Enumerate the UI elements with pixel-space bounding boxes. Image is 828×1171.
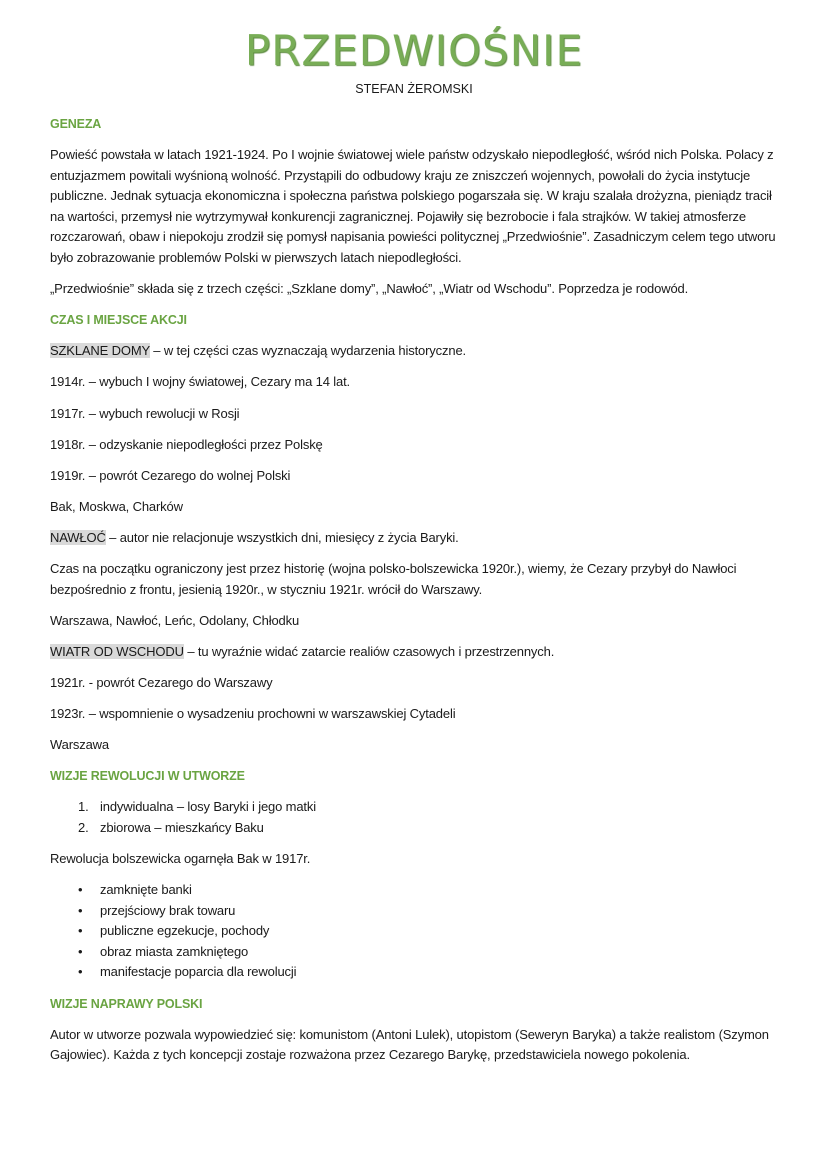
bullet-icon: • (78, 923, 83, 939)
paragraph-text: – autor nie relacjonuje wszystkich dni, miesięcy z życia Baryki. (105, 529, 459, 545)
paragraph: Autor w utworze pozwala wypowiedzieć się: komunistom (Antoni Lulek), utopistom (Seweryn Baryka) a także realistom (Szymon Gajowiec). Każda z tych koncepcji zostaje rozważona przez Cezarego Barykę, przedstawiciela nowego pokolenia. (50, 1026, 769, 1063)
list-item (50, 880, 782, 901)
list-item-text: publiczne egzekucje, pochody (100, 923, 270, 939)
list-item (50, 921, 782, 942)
heading-rewolucja: WIZJE REWOLUCJI W UTWORZE (50, 769, 245, 784)
document-title: PRZEDWIOŚNIE (244, 26, 584, 75)
paragraph: 1918r. – odzyskanie niepodległości przez Polskę (50, 436, 323, 452)
paragraph: 1923r. – wspomnienie o wysadzeniu prochowni w warszawskiej Cytadeli (50, 705, 456, 721)
paragraph: 1919r. – powrót Cezarego do wolnej Polski (50, 467, 291, 483)
paragraph: Czas na początku ograniczony jest przez historię (wojna polsko-bolszewicka 1920r.), wiemy, że Cezary przybył do Nawłoci bezpośrednio z frontu, jesienią 1920r., w styczniu 1921r. wrócił do Warszawy. (50, 561, 737, 597)
paragraph: Warszawa, Nawłoć, Leńc, Odolany, Chłodku (50, 612, 300, 628)
list-number: 2. (78, 819, 89, 835)
list-item (50, 818, 782, 839)
paragraph: Bak, Moskwa, Charków (50, 498, 183, 514)
list-item-text: obraz miasta zamkniętego (100, 943, 249, 959)
list-item-text: zamknięte banki (100, 882, 192, 898)
list-item-text: zbiorowa – mieszkańcy Baku (100, 819, 264, 835)
heading-geneza: GENEZA (50, 117, 102, 131)
highlighted-label: NAWŁOĆ (50, 529, 106, 545)
paragraph: Warszawa (50, 737, 109, 753)
section-nawloc (50, 528, 782, 549)
bullet-icon: • (78, 943, 83, 959)
paragraph: 1921r. - powrót Cezarego do Warszawy (50, 674, 273, 690)
list-item-text: indywidualna – losy Baryki i jego matki (100, 799, 316, 815)
paragraph: 1914r. – wybuch I wojny światowej, Cezary ma 14 lat. (50, 374, 351, 390)
heading-czas: CZAS I MIEJSCE AKCJI (50, 313, 187, 328)
list-number: 1. (78, 799, 89, 815)
bullet-icon: • (78, 882, 83, 898)
list-item (50, 797, 782, 818)
bullet-icon: • (78, 964, 83, 980)
bullet-list (50, 880, 782, 983)
numbered-list (50, 797, 782, 838)
list-item-text: przejściowy brak towaru (100, 902, 236, 918)
list-item-text: manifestacje poparcia dla rewolucji (100, 964, 297, 980)
paragraph: Powieść powstała w latach 1921-1924. Po I wojnie światowej wiele państw odzyskało niepodległość, wśród nich Polska. Polacy z entuzjazmem powitali wyśnioną wolność. Przystąpili do odbudowy kraju ze zniszczeń wojennych, powołali do życia instytucje publiczne. Jednak sytuacja ekonomiczna i społeczna państwa polskiego pogarszała się. W kraju szalała drożyzna, pieniądz tracił na wartości, przemysł nie wytrzymywał konkurencji zagranicznej. Pojawiły się bezrobocie i fala strajków. W takiej atmosferze rozczarowań, obaw i niepokoju zrodził się pomysł napisania powieści politycznej „Przedwiośnie”. Zasadniczym celem tego utworu było zobrazowanie problemów Polski w pierwszych latach niepodległości. (50, 147, 776, 266)
paragraph: „Przedwiośnie” składa się z trzech części: „Szklane domy”, „Nawłoć”, „Wiatr od Wschodu”. Poprzedza je rodowód. (50, 281, 689, 297)
list-item (50, 901, 782, 922)
list-item (50, 962, 782, 983)
highlighted-label: WIATR OD WSCHODU (50, 643, 184, 659)
document-body (50, 114, 782, 1076)
paragraph-text: – tu wyraźnie widać zatarcie realiów czasowych i przestrzennych. (183, 643, 555, 659)
paragraph: Rewolucja bolszewicka ogarnęła Bak w 1917r. (50, 850, 311, 866)
heading-naprawa: WIZJE NAPRAWY POLSKI (50, 996, 203, 1011)
section-wiatr (50, 642, 782, 663)
list-item (50, 942, 782, 963)
section-szklane-domy (50, 341, 782, 362)
author: STEFAN ŻEROMSKI (355, 82, 473, 96)
bullet-icon: • (78, 902, 83, 918)
paragraph: 1917r. – wybuch rewolucji w Rosji (50, 405, 240, 421)
highlighted-label: SZKLANE DOMY (50, 343, 150, 359)
paragraph-text: – w tej części czas wyznaczają wydarzenia historyczne. (149, 343, 466, 359)
